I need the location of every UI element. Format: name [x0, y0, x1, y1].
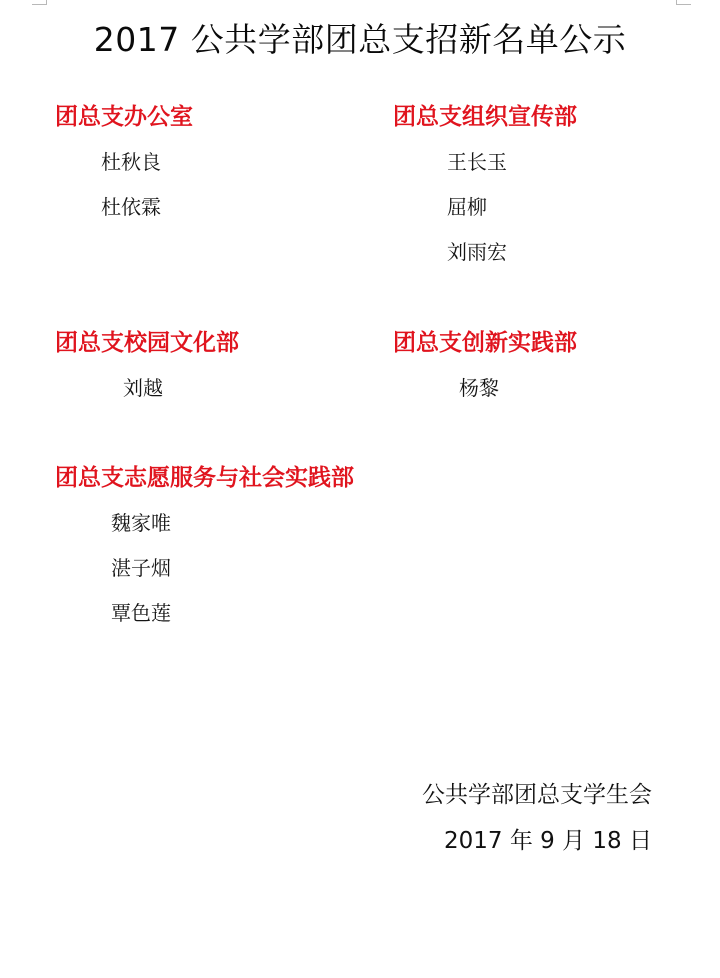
member-name: 刘雨宏: [447, 240, 507, 264]
member-name: 屈柳: [447, 195, 487, 219]
section-volunteer-social-practice: [55, 463, 354, 643]
member-list: [459, 373, 577, 418]
member-list: [101, 147, 193, 237]
page-title: 2017 公共学部团总支招新名单公示: [93, 20, 627, 59]
member-name: 刘越: [123, 376, 163, 400]
member-list: [111, 508, 354, 643]
member-name: 魏家唯: [111, 511, 171, 535]
section-office: [55, 102, 193, 237]
section-heading: 团总支志愿服务与社会实践部: [55, 465, 354, 491]
section-heading: 团总支校园文化部: [55, 330, 239, 356]
section-heading: 团总支办公室: [55, 104, 193, 130]
section-heading: 团总支创新实践部: [393, 330, 577, 356]
page-corner-mark-left: [32, 0, 47, 5]
member-name: 杜依霖: [101, 195, 161, 219]
member-name: 湛子烟: [111, 556, 171, 580]
section-organization-publicity: [393, 102, 577, 282]
signature-block: [422, 778, 652, 858]
section-innovation-practice: [393, 328, 577, 418]
member-name: 王长玉: [447, 150, 507, 174]
member-list: [123, 373, 239, 418]
signature-organization: 公共学部团总支学生会: [422, 782, 652, 808]
member-name: 覃色莲: [111, 601, 171, 625]
member-list: [447, 147, 577, 282]
member-name: 杨黎: [459, 376, 499, 400]
signature-date: 2017 年 9 月 18 日: [444, 828, 652, 854]
page-corner-mark-right: [676, 0, 691, 5]
member-name: 杜秋良: [101, 150, 161, 174]
section-heading: 团总支组织宣传部: [393, 104, 577, 130]
section-campus-culture: [55, 328, 239, 418]
